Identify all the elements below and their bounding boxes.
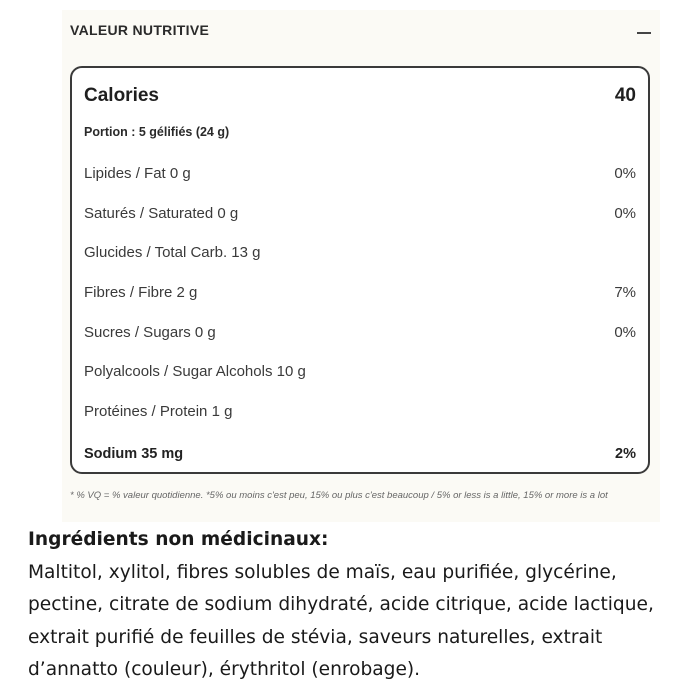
nutrient-row-carbs	[84, 244, 636, 261]
nutrient-row-saturated	[84, 205, 636, 222]
nutrient-row-protein	[84, 403, 636, 420]
portion-row: Portion : 5 gélifiés (24 g)	[84, 125, 230, 139]
panel-title: VALEUR NUTRITIVE	[70, 22, 210, 38]
nutrient-dv: 0%	[614, 205, 636, 222]
ingredients-text: Maltitol, xylitol, fibres solubles de maïs, eau purifiée, glycérine, pectine, citrate de sodium dihydraté, acide citrique, acide lactique, extrait purifié de feuilles de stévia, saveurs naturelles, extrait d’annatto (couleur), érythritol (enrobage).	[28, 561, 654, 680]
calories-row	[84, 85, 636, 107]
panel-header[interactable]	[70, 22, 652, 42]
nutrient-dv: 0%	[614, 165, 636, 182]
calories-value: 40	[614, 85, 636, 106]
nutrient-label: Sodium 35 mg	[84, 446, 184, 462]
nutrient-dv: 2%	[615, 446, 636, 462]
nutrient-dv: 0%	[614, 324, 636, 341]
nutrient-row-sodium	[84, 446, 636, 462]
nutrition-panel	[62, 10, 660, 522]
nutrient-label: Glucides / Total Carb. 13 g	[84, 244, 261, 261]
minus-icon[interactable]	[636, 22, 652, 42]
nutrition-facts-table	[70, 66, 650, 474]
nutrient-label: Saturés / Saturated 0 g	[84, 205, 239, 222]
nutrient-row-fat	[84, 165, 636, 182]
nutrient-row-sugars	[84, 324, 636, 341]
nutrient-label: Protéines / Protein 1 g	[84, 403, 233, 420]
ingredients-section	[28, 524, 688, 687]
ingredients-heading: Ingrédients non médicinaux:	[28, 529, 329, 550]
nutrient-label: Lipides / Fat 0 g	[84, 165, 191, 182]
nutrient-label: Sucres / Sugars 0 g	[84, 324, 216, 341]
nutrient-row-fibre	[84, 284, 636, 301]
nutrient-row-sugar-alcohols	[84, 363, 636, 380]
calories-label: Calories	[84, 85, 159, 106]
nutrient-label: Polyalcools / Sugar Alcohols 10 g	[84, 363, 306, 380]
daily-value-footnote: * % VQ = % valeur quotidienne. *5% ou moins c'est peu, 15% ou plus c'est beaucoup / 5% or less is a little, 15% or more is a lot	[70, 490, 608, 501]
nutrient-dv: 7%	[614, 284, 636, 301]
nutrient-label: Fibres / Fibre 2 g	[84, 284, 198, 301]
